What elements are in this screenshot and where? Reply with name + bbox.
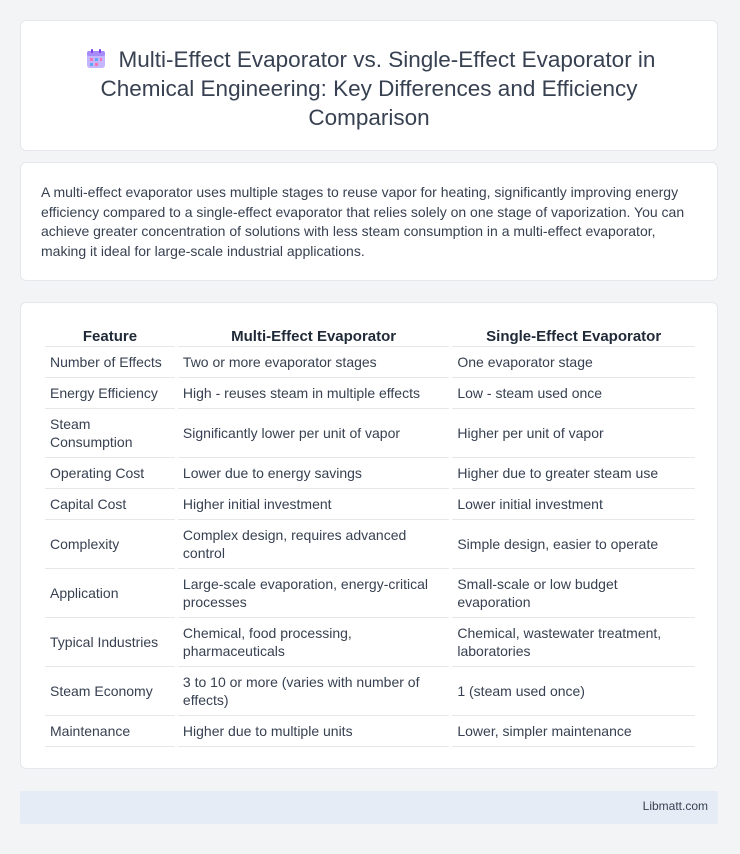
feature-cell: Maintenance bbox=[45, 716, 175, 747]
table-row bbox=[45, 618, 695, 667]
feature-cell: Complexity bbox=[45, 520, 175, 569]
multi-effect-cell: Two or more evaporator stages bbox=[178, 347, 449, 378]
intro-card bbox=[20, 162, 718, 281]
feature-cell: Steam Economy bbox=[45, 667, 175, 716]
multi-effect-cell: Higher due to multiple units bbox=[178, 716, 449, 747]
multi-effect-cell: Significantly lower per unit of vapor bbox=[178, 409, 449, 458]
table-row bbox=[45, 667, 695, 716]
table-row bbox=[45, 347, 695, 378]
multi-effect-cell: 3 to 10 or more (varies with number of effects) bbox=[178, 667, 449, 716]
table-row bbox=[45, 520, 695, 569]
feature-cell: Number of Effects bbox=[45, 347, 175, 378]
feature-cell: Capital Cost bbox=[45, 489, 175, 520]
feature-cell: Typical Industries bbox=[45, 618, 175, 667]
table-row bbox=[45, 716, 695, 747]
header-single-effect: Single-Effect Evaporator bbox=[452, 325, 695, 347]
intro-paragraph: A multi-effect evaporator uses multiple stages to reuse vapor for heating, significantly improving energy efficiency compared to a single-effect evaporator that relies solely on one stage of vaporization. You can achieve greater concentration of solutions with less steam consumption in a multi-effect evaporator, making it ideal for large-scale industrial applications. bbox=[41, 184, 685, 259]
header-feature: Feature bbox=[45, 325, 175, 347]
calendar-icon bbox=[83, 48, 109, 70]
page-title bbox=[21, 21, 717, 132]
table-row bbox=[45, 409, 695, 458]
single-effect-cell: Higher per unit of vapor bbox=[452, 409, 695, 458]
single-effect-cell: One evaporator stage bbox=[452, 347, 695, 378]
footer-bar bbox=[20, 791, 718, 824]
feature-cell: Application bbox=[45, 569, 175, 618]
comparison-table bbox=[42, 325, 698, 747]
feature-cell: Operating Cost bbox=[45, 458, 175, 489]
single-effect-cell: 1 (steam used once) bbox=[452, 667, 695, 716]
single-effect-cell: Higher due to greater steam use bbox=[452, 458, 695, 489]
single-effect-cell: Low - steam used once bbox=[452, 378, 695, 409]
single-effect-cell: Lower initial investment bbox=[452, 489, 695, 520]
multi-effect-cell: Complex design, requires advanced control bbox=[178, 520, 449, 569]
multi-effect-cell: Large-scale evaporation, energy-critical processes bbox=[178, 569, 449, 618]
table-row bbox=[45, 378, 695, 409]
single-effect-cell: Small-scale or low budget evaporation bbox=[452, 569, 695, 618]
page-title-text: Multi-Effect Evaporator vs. Single-Effect Evaporator in Chemical Engineering: Key Differences and Efficiency Comparison bbox=[100, 47, 656, 130]
multi-effect-cell: Higher initial investment bbox=[178, 489, 449, 520]
comparison-card bbox=[20, 302, 718, 769]
feature-cell: Steam Consumption bbox=[45, 409, 175, 458]
title-card bbox=[20, 20, 718, 151]
single-effect-cell: Lower, simpler maintenance bbox=[452, 716, 695, 747]
feature-cell: Energy Efficiency bbox=[45, 378, 175, 409]
multi-effect-cell: Chemical, food processing, pharmaceuticals bbox=[178, 618, 449, 667]
multi-effect-cell: Lower due to energy savings bbox=[178, 458, 449, 489]
table-header-row bbox=[45, 325, 695, 347]
table-row bbox=[45, 489, 695, 520]
header-multi-effect: Multi-Effect Evaporator bbox=[178, 325, 449, 347]
table-row bbox=[45, 569, 695, 618]
single-effect-cell: Chemical, wastewater treatment, laboratories bbox=[452, 618, 695, 667]
single-effect-cell: Simple design, easier to operate bbox=[452, 520, 695, 569]
footer-brand-link[interactable]: Libmatt.com bbox=[642, 799, 708, 813]
multi-effect-cell: High - reuses steam in multiple effects bbox=[178, 378, 449, 409]
table-row bbox=[45, 458, 695, 489]
